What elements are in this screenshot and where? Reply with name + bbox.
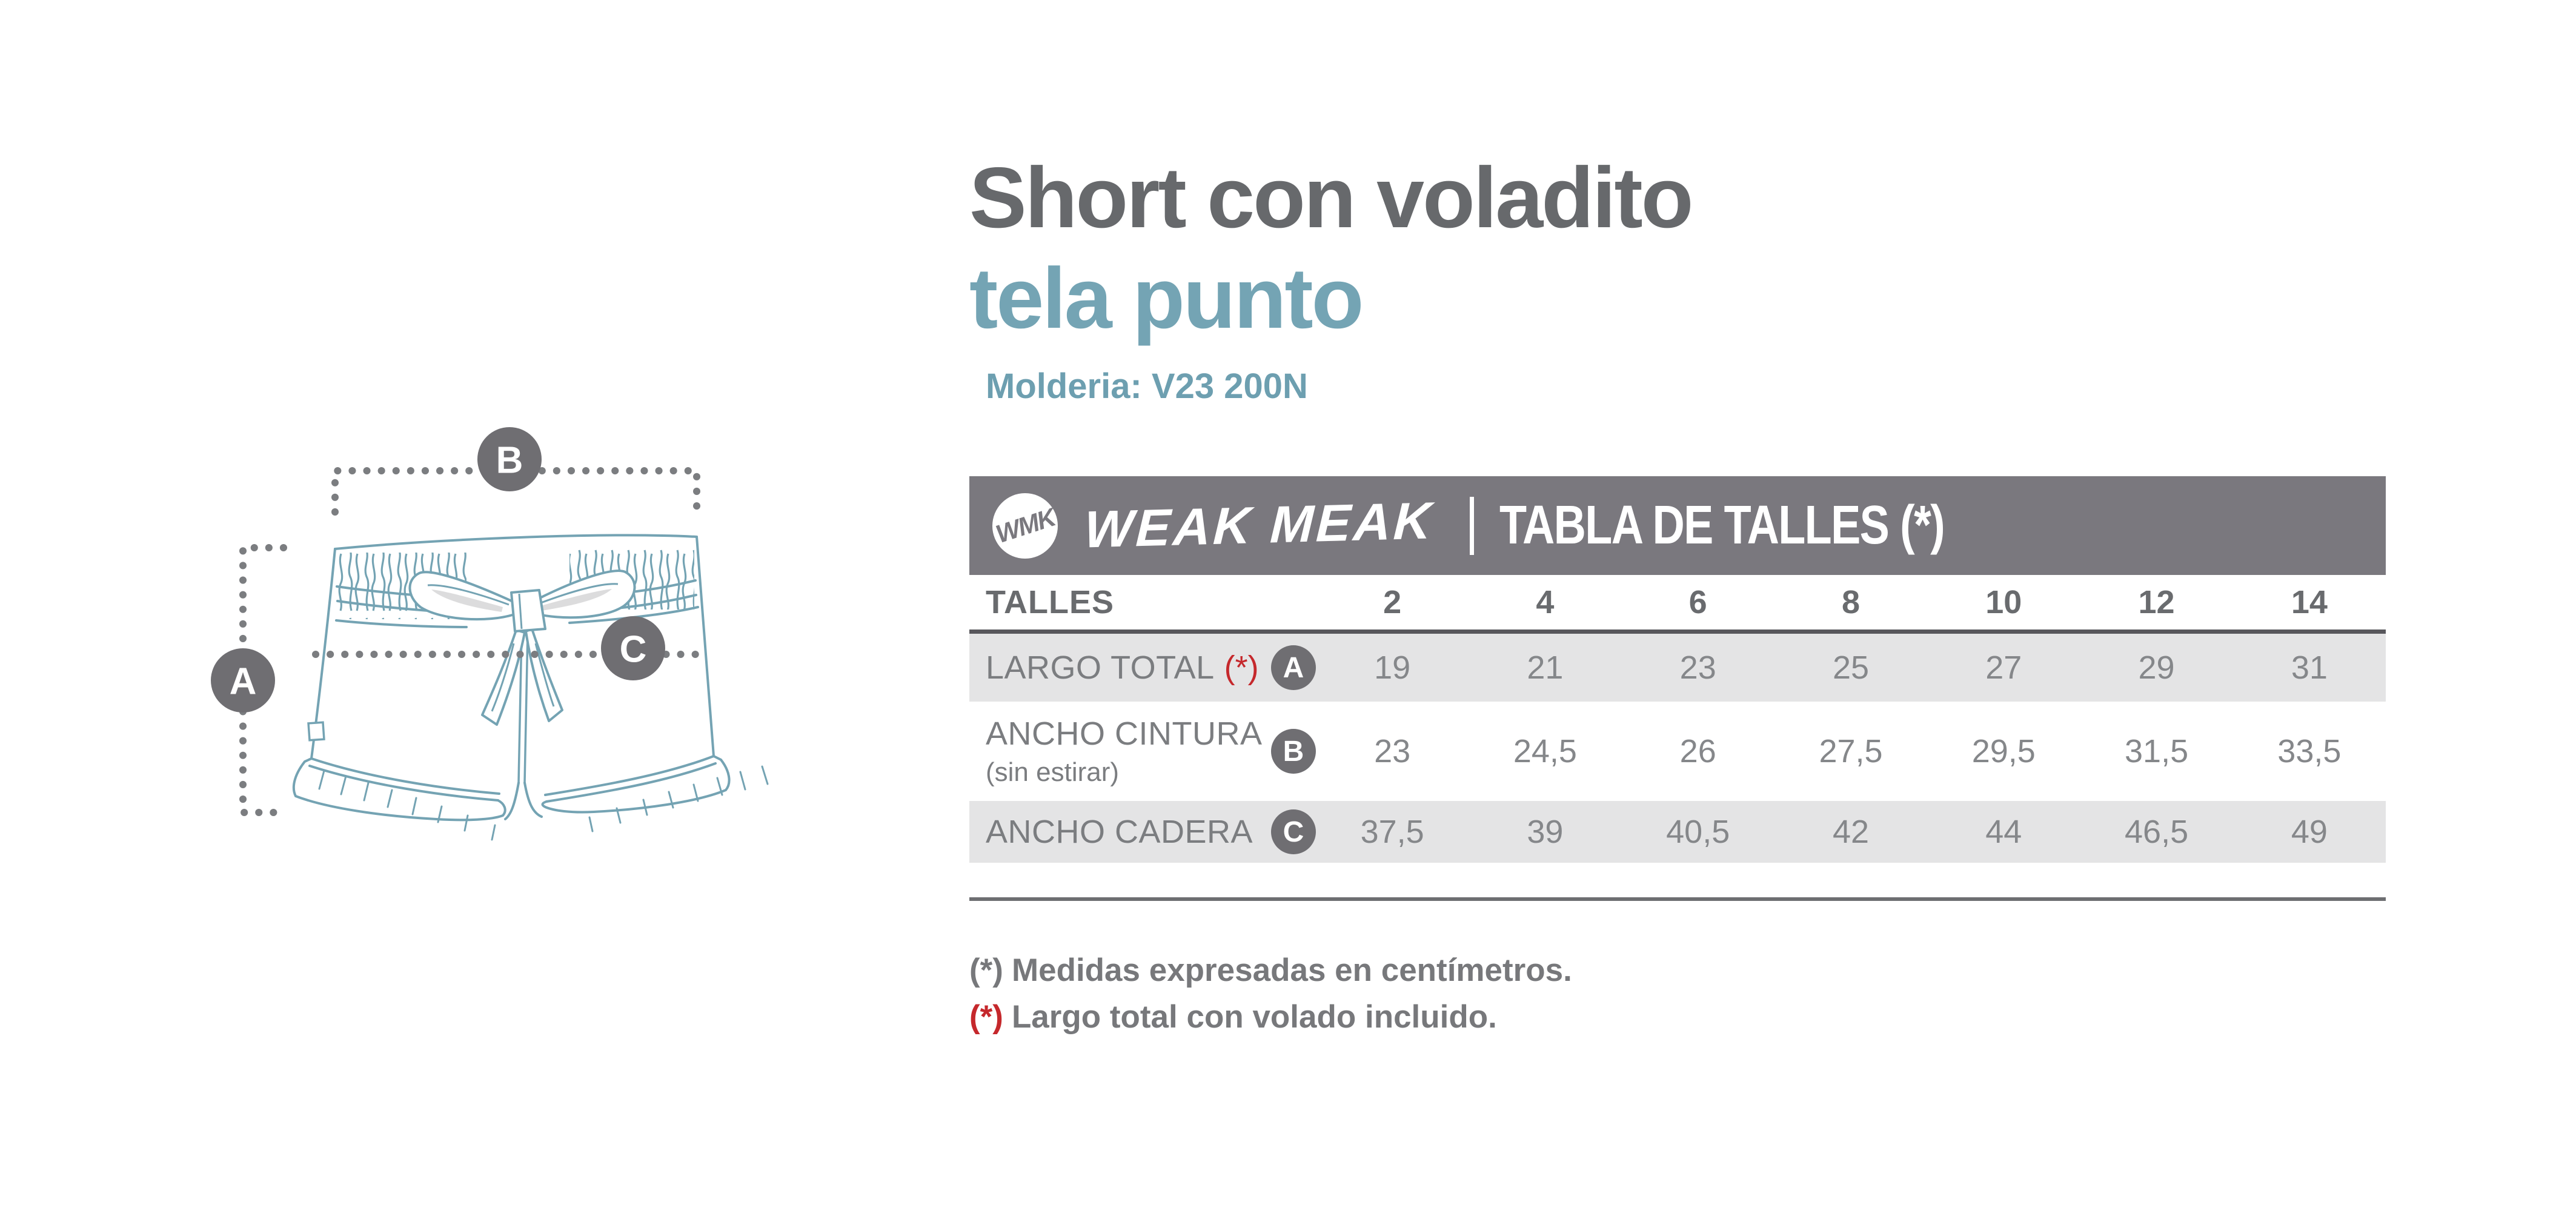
table-header-bar [969, 476, 2386, 575]
sizes-header-row [969, 575, 2386, 629]
size-column: 14 [2291, 584, 2328, 620]
title-block [969, 150, 1692, 407]
size-column: 10 [1985, 584, 2022, 620]
table-title: TABLA DE TALLES (*) [1499, 495, 1944, 556]
marker-a-letter: A [229, 660, 257, 703]
table-cell: 31,5 [2125, 733, 2189, 769]
table-cell: 49 [2291, 814, 2328, 850]
row-badge-c: C [1271, 809, 1316, 854]
footnotes [969, 954, 2386, 1033]
row-badge-a: A [1271, 645, 1316, 690]
table-cell: 46,5 [2125, 814, 2189, 850]
footnote [969, 954, 2386, 986]
footnote-text: Medidas expresadas en centímetros. [1011, 952, 1572, 988]
row-label: ANCHO CADERA [986, 814, 1253, 850]
table-cell: 40,5 [1666, 814, 1730, 850]
table-cell: 39 [1527, 814, 1564, 850]
row-label: LARGO TOTAL [986, 649, 1215, 686]
table-cell: 23 [1679, 649, 1716, 686]
header-rule [969, 629, 2386, 634]
table-cell: 21 [1527, 649, 1564, 686]
table-cell: 25 [1832, 649, 1870, 686]
marker-b-letter: B [496, 439, 523, 482]
marker-b [477, 427, 542, 491]
table-cell: 26 [1679, 733, 1716, 769]
marker-a [211, 648, 275, 712]
table-cell: 33,5 [2277, 733, 2342, 769]
brand-logo [992, 493, 1058, 559]
row-label-note: (*) [1224, 649, 1259, 686]
table-row [969, 702, 2386, 801]
size-column: 8 [1841, 584, 1861, 620]
row-label: ANCHO CINTURA [986, 716, 1263, 752]
footnote-text: Largo total con volado incluido. [1011, 999, 1497, 1035]
size-column: 12 [2138, 584, 2175, 620]
table-cell: 24,5 [1513, 733, 1577, 769]
table-cell: 31 [2291, 649, 2328, 686]
marker-c-letter: C [619, 628, 647, 671]
table-cell: 42 [1832, 814, 1870, 850]
marker-c [601, 616, 665, 680]
header-divider [1470, 497, 1474, 555]
table-cell: 29,5 [1971, 733, 2036, 769]
footnote-marker-red: (*) [969, 999, 1003, 1035]
row-badge-b: B [1271, 729, 1316, 774]
sizes-header-label: TALLES [986, 584, 1114, 620]
drawstring-bow [410, 571, 634, 725]
table-cell: 27,5 [1819, 733, 1883, 769]
table-cell: 44 [1985, 814, 2022, 850]
table-cell: 37,5 [1360, 814, 1424, 850]
page-subtitle: tela punto [969, 250, 1363, 347]
table-cell: 23 [1374, 733, 1411, 769]
table-row [969, 634, 2386, 702]
size-column: 6 [1688, 584, 1707, 620]
shorts-illustration [182, 412, 848, 879]
page-title: Short con voladito [969, 150, 1692, 246]
size-column: 4 [1536, 584, 1555, 620]
size-columns [1316, 583, 2386, 621]
size-table [969, 476, 2386, 1033]
pattern-reference: Molderia: V23 200N [986, 367, 1308, 406]
table-cell: 19 [1374, 649, 1411, 686]
footnote-marker: (*) [969, 952, 1003, 988]
table-bottom-rule [969, 897, 2386, 901]
table-row [969, 801, 2386, 863]
size-column: 2 [1383, 584, 1402, 620]
footnote [969, 1001, 2386, 1033]
brand-name: WEAK MEAK [1083, 491, 1435, 559]
row-sublabel: (sin estirar) [986, 757, 1120, 787]
brand-monogram: WMK [992, 502, 1058, 548]
table-cell: 27 [1985, 649, 2022, 686]
table-cell: 29 [2138, 649, 2175, 686]
